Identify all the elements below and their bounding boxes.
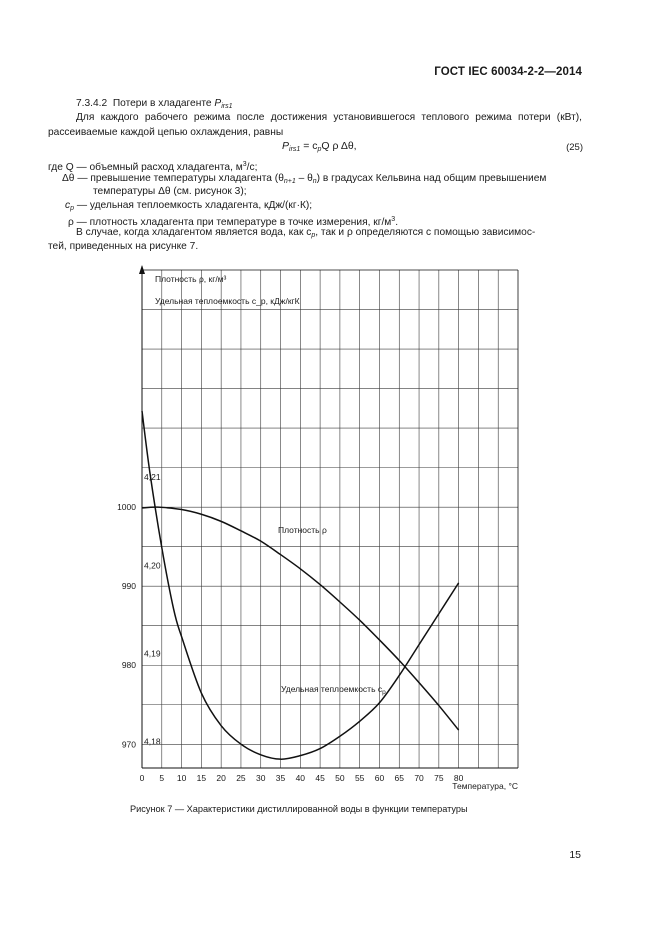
definition-rho-symbol: ρ (68, 217, 74, 228)
x-tick-label: 45 (315, 773, 325, 783)
paragraph-2-line1-text: В случае, когда хладагентом является вода, как c (76, 227, 312, 238)
cp-curve-label-sub: p (382, 689, 386, 696)
section-title: Потери в хладагенте (112, 98, 212, 109)
x-tick-label: 20 (216, 773, 226, 783)
definition-dtheta-tail: ) в градусах Кельвина над общим превышением (316, 173, 547, 184)
definition-cp-sub: p (70, 205, 74, 212)
definition-rho-tail: . (395, 217, 399, 228)
cp-axis-label: Удельная теплоемкость c_p, кДж/кгК (155, 296, 300, 306)
definition-dtheta-sub2: n (312, 178, 317, 185)
formula-lhs-sub: irs1 (289, 146, 301, 153)
x-tick-label: 25 (236, 773, 246, 783)
chart-labels (155, 274, 518, 791)
density-curve-label: Плотность ρ (278, 525, 327, 535)
definition-dtheta-cont (93, 185, 247, 199)
water-properties-chart (0, 264, 661, 794)
definition-cp-text: — удельная теплоемкость хладагента, кДж/(кг·К); (74, 200, 313, 211)
figure-caption: Рисунок 7 — Характеристики дистиллированной воды в функции температуры (130, 804, 468, 814)
cp-tick-label: 4,19 (144, 648, 161, 659)
x-tick-label: 50 (335, 773, 345, 783)
density-tick-label: 990 (121, 581, 136, 592)
formula-rhs: = c (300, 140, 318, 152)
paragraph-1 (48, 110, 582, 140)
formula-lhs: P (282, 140, 290, 152)
definition-q-text: — объемный расход хладагента, м (73, 162, 243, 173)
paragraph-2-line1-sub: p (311, 232, 316, 239)
definition-q-sup: 3 (242, 161, 247, 168)
definition-dtheta-sub1: n+1 (283, 178, 296, 185)
definition-dtheta-text: — превышение температуры хладагента (θ (74, 173, 284, 184)
paragraph-2-line1-rest: , так и ρ определяются с помощью зависимос- (315, 227, 536, 238)
x-tick-label: 0 (139, 773, 145, 783)
formula-rhs-sub: p (317, 146, 322, 153)
x-tick-label: 65 (394, 773, 404, 783)
definition-q-symbol: где Q (48, 162, 74, 173)
x-tick-label: 75 (434, 773, 444, 783)
density-tick-label: 970 (121, 739, 136, 750)
x-tick-label: 60 (374, 773, 385, 783)
section-symbol-sub: irs1 (221, 103, 233, 110)
x-tick-label: 55 (354, 773, 365, 783)
page-number: 15 (569, 849, 581, 861)
definition-rho-text: — плотность хладагента при температуре в точке измерения, кг/м (73, 217, 392, 228)
density-tick-label: 980 (121, 660, 136, 671)
x-tick-label: 5 (159, 773, 165, 783)
chart-ticks (117, 472, 464, 783)
definition-rho-sup: 3 (391, 216, 396, 223)
definition-q-tail: /с; (246, 162, 258, 173)
x-tick-label: 40 (295, 773, 306, 783)
cp-tick-label: 4,20 (144, 560, 161, 571)
standard-header: ГОСТ IEC 60034-2-2—2014 (434, 66, 582, 78)
x-tick-label: 30 (256, 773, 266, 783)
equation-number: (25) (566, 142, 583, 153)
x-tick-label: 35 (275, 773, 286, 783)
cp-tick-label: 4,18 (144, 736, 161, 747)
x-tick-label: 15 (196, 773, 207, 783)
y-axis-arrow (139, 265, 145, 274)
definition-dtheta-mid: – θ (295, 173, 313, 184)
section-symbol: P (214, 98, 222, 109)
definition-dtheta-symbol: Δθ (62, 173, 75, 184)
paragraph-2 (48, 226, 588, 256)
density-tick-label: 1000 (117, 502, 136, 513)
section-number: 7.3.4.2 (76, 98, 108, 109)
definition-cp-symbol: c (65, 200, 71, 211)
cp-curve-label-text: Удельная теплоемкость c (281, 684, 383, 694)
x-tick-label: 80 (453, 773, 464, 783)
cp-tick-label: 4,21 (144, 472, 161, 483)
x-axis-label: Температура, °С (452, 781, 518, 791)
definition-dtheta-cont-text: температуры Δθ (см. рисунок 3); (93, 186, 247, 197)
paragraph-2-line2 (48, 240, 198, 254)
formula (282, 140, 357, 153)
formula-rhs-rest: Q ρ Δθ, (321, 140, 357, 152)
paragraph-1-text: Для каждого рабочего режима после достижения установившегося теплового режима потери (кВт), рассеиваемые каждой цепью охлаждения, равны (48, 112, 582, 138)
cp-curve-label (281, 684, 386, 696)
x-tick-label: 10 (176, 773, 187, 783)
paragraph-2-line2-text: тей, приведенных на рисунке 7. (48, 241, 199, 252)
x-tick-label: 70 (414, 773, 424, 783)
density-axis-label: Плотность ρ, кг/м³ (155, 274, 227, 284)
